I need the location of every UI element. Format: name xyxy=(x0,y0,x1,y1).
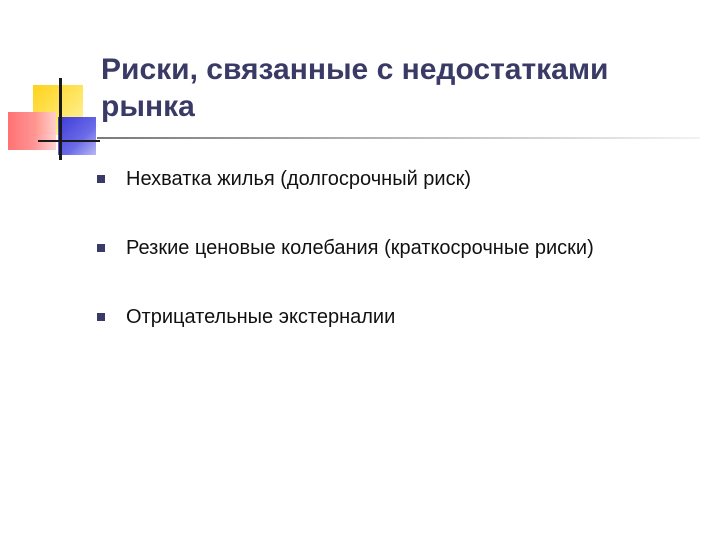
square-bullet-icon xyxy=(97,175,105,183)
bullet-list xyxy=(97,164,707,371)
bullet-item xyxy=(97,233,707,263)
logo-horizontal-line xyxy=(38,140,100,142)
logo-vertical-line xyxy=(59,78,62,160)
bullet-item xyxy=(97,302,707,332)
bullet-text: Резкие ценовые колебания (краткосрочные риски) xyxy=(126,237,594,259)
bullet-text: Отрицательные экстерналии xyxy=(126,306,396,328)
logo-blue-square xyxy=(58,117,96,155)
title-underline xyxy=(97,137,700,139)
square-bullet-icon xyxy=(97,313,105,321)
slide-title: Риски, связанные с недостатками рынка xyxy=(101,53,609,123)
bullet-item xyxy=(97,164,707,194)
logo-red-square xyxy=(8,112,56,150)
bullet-text: Нехватка жилья (долгосрочный риск) xyxy=(126,168,472,190)
square-bullet-icon xyxy=(97,244,105,252)
